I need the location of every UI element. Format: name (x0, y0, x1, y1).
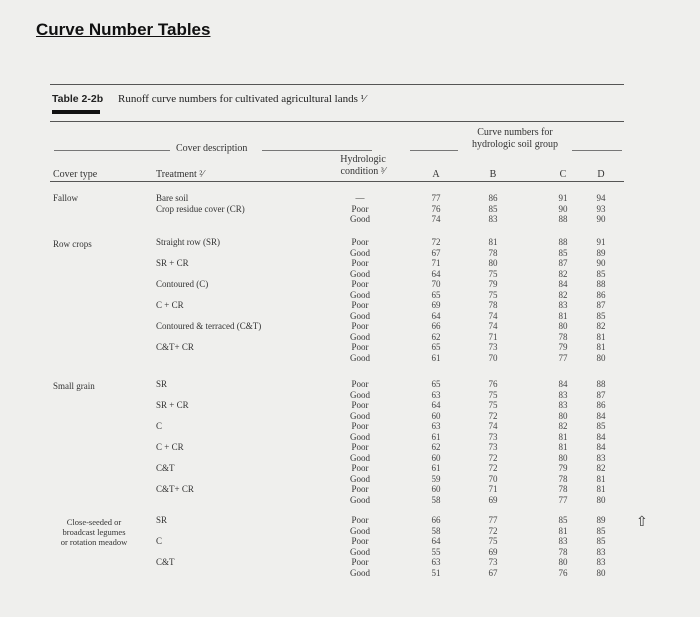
hydrologic-condition-cell: Good (350, 431, 370, 442)
hydrologic-condition-cell: Good (350, 247, 370, 258)
curve-number-c-cell: 81 (558, 310, 568, 321)
curve-number-b-cell: 78 (488, 300, 498, 310)
hydrologic-condition-cell: Good (350, 410, 370, 421)
curve-number-d-cell: 88 (596, 379, 606, 389)
curve-number-c-cell: 78 (558, 331, 568, 342)
hydrologic-condition-cell: Poor (351, 258, 369, 268)
curve-number-c-cell: 83 (558, 400, 568, 410)
treatment-cell: C&T (156, 463, 175, 473)
hydrologic-condition-cell: Poor (351, 379, 369, 389)
hydrologic-condition-cell: Poor (351, 442, 369, 452)
cover-description-rule-left (54, 150, 170, 151)
curve-number-b-cell: 71 (488, 484, 498, 494)
curve-number-d-cell: 81 (596, 331, 606, 342)
caption-underline-bar (52, 110, 100, 114)
cover-type-label: Close-seeded or broadcast legumes or rotation meadow (60, 517, 128, 547)
curve-number-a-cell: 74 (431, 214, 441, 224)
curve-number-c-cell: 87 (558, 258, 568, 268)
treatment-cell: SR + CR (156, 258, 189, 268)
curve-number-c-cell: 78 (558, 484, 568, 494)
curve-number-a-cell: 60 (431, 452, 441, 463)
curve-number-a-cell: 63 (431, 557, 441, 567)
curve-numbers-rule-left (410, 150, 458, 151)
curve-number-a-cell: 61 (431, 352, 441, 363)
treatment-cell: C + CR (156, 442, 184, 452)
curve-number-b-cell: 74 (488, 321, 498, 331)
curve-number-d-cell: 86 (596, 289, 606, 300)
curve-number-a-cell: 55 (431, 546, 441, 557)
hydrologic-condition-cell: Good (350, 331, 370, 342)
curve-number-a-cell: 76 (431, 203, 441, 214)
group-d-header: D (597, 169, 605, 180)
hydrologic-condition-cell: Poor (351, 484, 369, 494)
curve-number-c-cell: 82 (558, 268, 568, 279)
curve-number-a-cell: 65 (431, 342, 441, 352)
cover-type-header: Cover type (53, 169, 98, 180)
curve-number-b-cell: 70 (488, 473, 498, 484)
page-title: Curve Number Tables (36, 20, 211, 39)
treatment-cell: Contoured (C) (156, 279, 209, 289)
treatment-cell: SR (156, 379, 168, 389)
curve-number-a-cell: 65 (431, 289, 441, 300)
curve-number-a-cell: 66 (431, 321, 441, 331)
treatment-header: Treatment ²⁄ (156, 169, 204, 180)
table-number: Table 2-2b (52, 93, 104, 105)
hydrologic-condition-cell: Good (350, 389, 370, 400)
curve-number-c-cell: 91 (558, 193, 568, 203)
hydrologic-condition-cell: Good (350, 268, 370, 279)
curve-number-c-cell: 80 (558, 557, 568, 567)
curve-number-c-cell: 85 (558, 247, 568, 258)
curve-number-d-cell: 81 (596, 342, 606, 352)
curve-number-c-cell: 77 (558, 352, 568, 363)
treatment-cell: C (156, 536, 163, 546)
curve-number-b-cell: 85 (488, 203, 498, 214)
curve-number-a-cell: 59 (431, 473, 441, 484)
curve-number-b-cell: 72 (488, 452, 498, 463)
curve-number-c-cell: 81 (558, 525, 568, 536)
curve-number-d-cell: 89 (596, 515, 606, 525)
table-caption (52, 93, 366, 105)
cover-type-label: Row crops (53, 239, 92, 249)
curve-number-d-cell: 85 (596, 525, 606, 536)
curve-number-c-cell: 79 (558, 463, 568, 473)
curve-number-b-cell: 73 (488, 431, 498, 442)
curve-number-a-cell: 51 (431, 567, 441, 578)
curve-number-b-cell: 73 (488, 442, 498, 452)
curve-number-a-cell: 71 (431, 258, 441, 268)
curve-number-d-cell: 86 (596, 400, 606, 410)
curve-number-d-cell: 85 (596, 310, 606, 321)
curve-number-c-cell: 83 (558, 300, 568, 310)
treatment-cell: C&T (156, 557, 175, 567)
curve-number-b-cell: 74 (488, 310, 498, 321)
treatment-cell: C&T+ CR (156, 342, 194, 352)
curve-number-c-cell: 80 (558, 452, 568, 463)
curve-number-c-cell: 81 (558, 431, 568, 442)
curve-number-d-cell: 80 (596, 352, 606, 363)
group-b-header: B (489, 169, 497, 180)
header-top-rule (50, 121, 624, 122)
hydrologic-condition-cell: Good (350, 289, 370, 300)
curve-number-a-cell: 63 (431, 389, 441, 400)
curve-number-b-cell: 75 (488, 389, 498, 400)
treatment-cell: SR + CR (156, 400, 189, 410)
title-rule (50, 84, 624, 85)
curve-number-d-cell: 81 (596, 484, 606, 494)
curve-number-b-cell: 67 (488, 567, 498, 578)
curve-number-b-cell: 73 (488, 342, 498, 352)
curve-number-c-cell: 83 (558, 389, 568, 400)
curve-number-c-cell: 82 (558, 421, 568, 431)
curve-number-b-cell: 74 (488, 421, 498, 431)
curve-number-d-cell: 87 (596, 389, 606, 400)
curve-number-d-cell: 80 (596, 494, 606, 505)
curve-number-a-cell: 60 (431, 484, 441, 494)
hydrologic-condition-cell: Good (350, 546, 370, 557)
curve-number-d-cell: 83 (596, 546, 606, 557)
hydrologic-condition-cell: Good (350, 214, 370, 224)
cover-description-header: Cover description (176, 143, 248, 154)
curve-number-c-cell: 81 (558, 442, 568, 452)
curve-number-b-cell: 69 (488, 546, 498, 557)
curve-number-b-cell: 71 (488, 331, 498, 342)
hydrologic-condition-cell: — (355, 193, 365, 203)
curve-number-d-cell: 87 (596, 300, 606, 310)
hydrologic-condition-cell: Good (350, 567, 370, 578)
curve-number-a-cell: 61 (431, 431, 441, 442)
hydrologic-condition-cell: Good (350, 452, 370, 463)
cover-type-label: Small grain (53, 381, 95, 391)
hydrologic-condition-cell: Poor (351, 321, 369, 331)
curve-number-c-cell: 80 (558, 321, 568, 331)
curve-number-b-cell: 73 (488, 557, 498, 567)
curve-number-b-cell: 75 (488, 268, 498, 279)
curve-number-c-cell: 82 (558, 289, 568, 300)
curve-number-a-cell: 58 (431, 525, 441, 536)
curve-number-a-cell: 69 (431, 300, 441, 310)
curve-number-d-cell: 80 (596, 567, 606, 578)
curve-number-a-cell: 64 (431, 400, 441, 410)
curve-number-a-cell: 58 (431, 494, 441, 505)
cover-description-rule-right (262, 150, 372, 151)
curve-number-b-cell: 72 (488, 525, 498, 536)
hydrologic-condition-header: Hydrologic condition ³⁄ (340, 154, 386, 177)
curve-number-b-cell: 79 (488, 279, 498, 289)
hydrologic-condition-cell: Good (350, 525, 370, 536)
curve-number-d-cell: 84 (596, 442, 606, 452)
cover-type-label: Fallow (53, 193, 79, 203)
curve-number-a-cell: 66 (431, 515, 441, 525)
hydrologic-condition-cell: Poor (351, 557, 369, 567)
treatment-cell: SR (156, 515, 168, 525)
hydrologic-condition-cell: Poor (351, 463, 369, 473)
hydrologic-condition-cell: Poor (351, 237, 369, 247)
header-bottom-rule (50, 181, 624, 182)
curve-number-d-cell: 82 (596, 321, 606, 331)
curve-number-a-cell: 62 (431, 331, 441, 342)
curve-number-d-cell: 88 (596, 279, 606, 289)
hydrologic-condition-cell: Poor (351, 400, 369, 410)
curve-number-a-cell: 63 (431, 421, 441, 431)
curve-number-b-cell: 81 (488, 237, 498, 247)
curve-number-a-cell: 60 (431, 410, 441, 421)
curve-number-d-cell: 90 (596, 214, 606, 224)
curve-number-c-cell: 80 (558, 410, 568, 421)
treatment-cell: C (156, 421, 163, 431)
curve-number-d-cell: 84 (596, 410, 606, 421)
curve-number-b-cell: 70 (488, 352, 498, 363)
curve-number-d-cell: 89 (596, 247, 606, 258)
curve-number-b-cell: 75 (488, 536, 498, 546)
treatment-cell: C + CR (156, 300, 184, 310)
curve-number-a-cell: 62 (431, 442, 441, 452)
hydrologic-condition-cell: Good (350, 310, 370, 321)
curve-number-b-cell: 69 (488, 494, 498, 505)
curve-number-d-cell: 82 (596, 463, 606, 473)
curve-number-c-cell: 79 (558, 342, 568, 352)
curve-number-d-cell: 83 (596, 452, 606, 463)
curve-number-a-cell: 64 (431, 310, 441, 321)
curve-number-d-cell: 93 (596, 203, 606, 214)
curve-numbers-rule-right (572, 150, 622, 151)
curve-number-b-cell: 77 (488, 515, 498, 525)
curve-number-a-cell: 67 (431, 247, 441, 258)
hydrologic-condition-cell: Poor (351, 515, 369, 525)
hydrologic-condition-cell: Poor (351, 203, 369, 214)
curve-number-c-cell: 88 (558, 214, 568, 224)
curve-number-b-cell: 86 (488, 193, 498, 203)
curve-number-c-cell: 78 (558, 473, 568, 484)
curve-number-a-cell: 70 (431, 279, 441, 289)
curve-number-c-cell: 78 (558, 546, 568, 557)
group-c-header: C (559, 169, 567, 180)
table-caption-text: Runoff curve numbers for cultivated agricultural lands ¹⁄ (118, 93, 366, 105)
curve-number-c-cell: 76 (558, 567, 568, 578)
curve-number-c-cell: 84 (558, 279, 568, 289)
curve-number-c-cell: 85 (558, 515, 568, 525)
curve-number-c-cell: 83 (558, 536, 568, 546)
hydrologic-condition-cell: Good (350, 473, 370, 484)
curve-number-b-cell: 83 (488, 214, 498, 224)
curve-number-b-cell: 76 (488, 379, 498, 389)
curve-numbers-header: Curve numbers for hydrologic soil group (471, 127, 559, 150)
curve-number-c-cell: 77 (558, 494, 568, 505)
curve-number-b-cell: 72 (488, 463, 498, 473)
curve-number-b-cell: 75 (488, 400, 498, 410)
hydrologic-condition-cell: Good (350, 352, 370, 363)
curve-number-a-cell: 64 (431, 268, 441, 279)
curve-number-b-cell: 75 (488, 289, 498, 300)
curve-number-d-cell: 91 (596, 237, 606, 247)
treatment-cell: Straight row (SR) (156, 237, 220, 247)
curve-number-a-cell: 72 (431, 237, 441, 247)
curve-number-a-cell: 65 (431, 379, 441, 389)
curve-number-b-cell: 80 (488, 258, 498, 268)
curve-number-a-cell: 77 (431, 193, 441, 203)
hydrologic-condition-cell: Good (350, 494, 370, 505)
group-a-header: A (432, 169, 440, 180)
hydrologic-condition-cell: Poor (351, 279, 369, 289)
curve-number-d-cell: 85 (596, 421, 606, 431)
curve-number-d-cell: 81 (596, 473, 606, 484)
curve-number-d-cell: 83 (596, 557, 606, 567)
curve-number-d-cell: 84 (596, 431, 606, 442)
curve-number-c-cell: 84 (558, 379, 568, 389)
curve-number-d-cell: 85 (596, 268, 606, 279)
mouse-cursor-icon: ⇧ (636, 515, 648, 530)
curve-number-b-cell: 72 (488, 410, 498, 421)
hydrologic-condition-cell: Poor (351, 536, 369, 546)
curve-number-d-cell: 94 (596, 193, 606, 203)
treatment-cell: C&T+ CR (156, 484, 194, 494)
hydrologic-condition-cell: Poor (351, 300, 369, 310)
hydrologic-condition-cell: Poor (351, 342, 369, 352)
treatment-cell: Bare soil (156, 193, 189, 203)
curve-number-a-cell: 61 (431, 463, 441, 473)
treatment-cell: Crop residue cover (CR) (156, 203, 245, 214)
curve-number-b-cell: 78 (488, 247, 498, 258)
treatment-cell: Contoured & terraced (C&T) (156, 321, 262, 331)
hydrologic-condition-cell: Poor (351, 421, 369, 431)
curve-number-c-cell: 90 (558, 203, 568, 214)
curve-number-c-cell: 88 (558, 237, 568, 247)
curve-number-d-cell: 85 (596, 536, 606, 546)
curve-number-d-cell: 90 (596, 258, 606, 268)
curve-number-a-cell: 64 (431, 536, 441, 546)
